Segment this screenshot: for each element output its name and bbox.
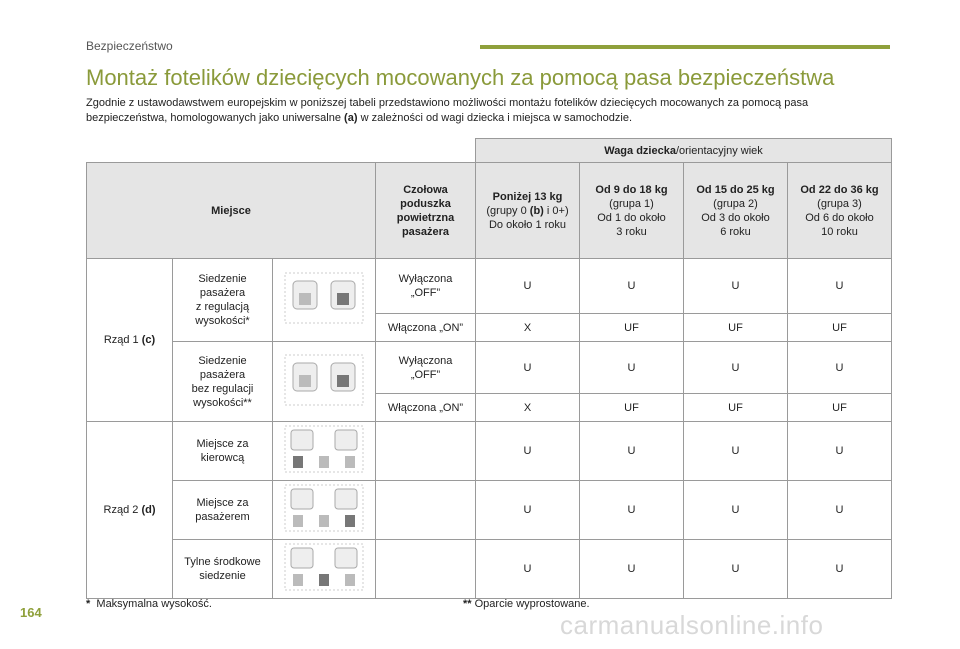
airbag-off-b-l1: Wyłączona [398, 354, 453, 367]
value-cell: UF [788, 394, 892, 422]
group-0-age: Do około 1 roku [488, 218, 567, 231]
seat-rear-right-l1: Miejsce za [196, 497, 249, 509]
footnote-1-mark: * [86, 598, 91, 610]
group-1-group: (grupa 1) [609, 197, 654, 210]
group-1-age-a: Od 1 do około [597, 211, 666, 224]
page-number: 164 [20, 605, 42, 620]
section-label: Bezpieczeństwo [86, 39, 173, 53]
intro-line1: Zgodnie z ustawodawstwem europejskim w poniższej tabeli przedstawiono możliwości montażu fotelików dziecięcych mocowanych za pomocą pasa [86, 97, 809, 109]
value-cell: X [476, 314, 580, 342]
front-passenger-seat-diagram-b [273, 342, 376, 422]
row2-label [87, 422, 173, 599]
value-cell: U [788, 422, 892, 481]
footnote-1 [86, 598, 212, 610]
group-1-age-b: 3 roku [616, 225, 647, 238]
airbag-na-cell [376, 481, 476, 540]
value-cell: U [476, 422, 580, 481]
weight-header [476, 139, 892, 163]
seat-compatibility-table [86, 138, 892, 599]
seat-a-l2: pasażera [199, 287, 246, 299]
rear-seat-diagram-center [273, 540, 376, 599]
page-title: Montaż fotelików dziecięcych mocowanych za pomocą pasa bezpieczeństwa [86, 65, 835, 90]
row1-label-text: Rząd 1 [103, 334, 142, 346]
value-cell: U [684, 259, 788, 314]
row1-seat-a [173, 259, 273, 342]
value-cell: U [788, 342, 892, 394]
value-cell: UF [580, 314, 684, 342]
value-cell: U [476, 481, 580, 540]
group-2-age-b: 6 roku [720, 225, 751, 238]
group-0-l2c: i 0+) [543, 204, 569, 217]
group-3-group: (grupa 3) [817, 197, 862, 210]
group-2-group: (grupa 2) [713, 197, 758, 210]
intro-paragraph [86, 96, 896, 126]
value-cell: U [684, 422, 788, 481]
value-cell: U [580, 540, 684, 599]
value-cell: U [476, 342, 580, 394]
airbag-off-a [376, 259, 476, 314]
airbag-on-b: Włączona „ON” [376, 394, 476, 422]
airbag-off-b [376, 342, 476, 394]
airbag-header-l4: pasażera [401, 225, 450, 238]
group-header-1 [580, 163, 684, 259]
footnote-2-text: Oparcie wyprostowane. [474, 598, 590, 610]
row1-label [87, 259, 173, 422]
row2-seat-center [173, 540, 273, 599]
value-cell: U [580, 481, 684, 540]
seat-rear-center-l2: siedzenie [199, 570, 246, 582]
value-cell: UF [580, 394, 684, 422]
row2-seat-driver-side [173, 422, 273, 481]
airbag-off-a-l2: „OFF” [410, 287, 441, 299]
airbag-header-l3: powietrzna [396, 211, 455, 224]
seat-b-l1: Siedzenie [198, 354, 247, 367]
airbag-header [376, 163, 476, 259]
seat-rear-center-l1: Tylne środkowe [184, 556, 261, 568]
airbag-header-l1: Czołowa [403, 183, 448, 196]
header-spacer [87, 139, 476, 163]
place-header: Miejsce [87, 163, 376, 259]
intro-ref-a: (a) [344, 112, 358, 124]
value-cell: U [788, 259, 892, 314]
airbag-na-cell [376, 422, 476, 481]
airbag-off-b-l2: „OFF” [410, 368, 441, 381]
rear-seat-diagram-right [273, 481, 376, 540]
group-2-weight: Od 15 do 25 kg [696, 183, 775, 196]
value-cell: UF [788, 314, 892, 342]
row2-label-ref: (d) [141, 504, 156, 516]
seat-a-l1: Siedzenie [198, 273, 247, 285]
rear-seat-diagram-left [273, 422, 376, 481]
row1-seat-b [173, 342, 273, 422]
seat-b-l4: wysokości** [193, 396, 252, 409]
seat-rear-left-l1: Miejsce za [196, 438, 249, 450]
footnote-2 [463, 598, 590, 610]
value-cell: X [476, 394, 580, 422]
value-cell: U [684, 481, 788, 540]
group-0-l2a: (grupy 0 [486, 204, 530, 217]
car-seat-icon [283, 424, 365, 474]
group-0-ref: (b) [529, 204, 544, 217]
group-1-weight: Od 9 do 18 kg [595, 183, 668, 196]
airbag-na-cell [376, 540, 476, 599]
value-cell: UF [684, 314, 788, 342]
value-cell: UF [684, 394, 788, 422]
row1-label-ref: (c) [141, 334, 156, 346]
value-cell: U [788, 540, 892, 599]
footnote-2-mark: ** [463, 598, 472, 610]
group-3-age-b: 10 roku [821, 225, 858, 238]
intro-line2-c: w zależności od wagi dziecka i miejsca w samochodzie. [360, 112, 633, 124]
group-header-3 [788, 163, 892, 259]
group-header-2 [684, 163, 788, 259]
section-rule [480, 45, 890, 49]
airbag-on-a: Włączona „ON” [376, 314, 476, 342]
group-3-age-a: Od 6 do około [805, 211, 874, 224]
car-seat-icon [283, 483, 365, 533]
car-seat-icon [283, 353, 365, 407]
value-cell: U [580, 422, 684, 481]
car-seat-icon [283, 271, 365, 325]
seat-a-l4: wysokości* [195, 315, 250, 327]
value-cell: U [580, 342, 684, 394]
airbag-header-l2: poduszka [400, 197, 451, 210]
group-2-age-a: Od 3 do około [701, 211, 770, 224]
value-cell: U [580, 259, 684, 314]
row2-seat-passenger-side [173, 481, 273, 540]
seat-rear-left-l2: kierowcą [200, 452, 245, 464]
value-cell: U [788, 481, 892, 540]
watermark: carmanualsonline.info [560, 610, 824, 640]
value-cell: U [684, 342, 788, 394]
value-cell: U [476, 540, 580, 599]
group-0-weight: Poniżej 13 kg [492, 190, 563, 203]
intro-line2-a: bezpieczeństwa, homologowanych jako uniwersalne [86, 112, 341, 124]
value-cell: U [684, 540, 788, 599]
seat-b-l3: bez regulacji [191, 382, 254, 395]
weight-header-bold: Waga dziecka [604, 144, 676, 157]
seat-rear-right-l2: pasażerem [195, 511, 250, 523]
row2-label-text: Rząd 2 [103, 504, 142, 516]
seat-b-l2: pasażera [199, 368, 246, 381]
car-seat-icon [283, 542, 365, 592]
footnote-1-text: Maksymalna wysokość. [96, 598, 212, 610]
group-header-0 [476, 163, 580, 259]
seat-a-l3: z regulacją [195, 301, 250, 313]
group-3-weight: Od 22 do 36 kg [800, 183, 879, 196]
airbag-off-a-l1: Wyłączona [398, 273, 453, 285]
value-cell: U [476, 259, 580, 314]
front-passenger-seat-diagram [273, 259, 376, 342]
weight-header-rest: /orientacyjny wiek [675, 144, 763, 157]
